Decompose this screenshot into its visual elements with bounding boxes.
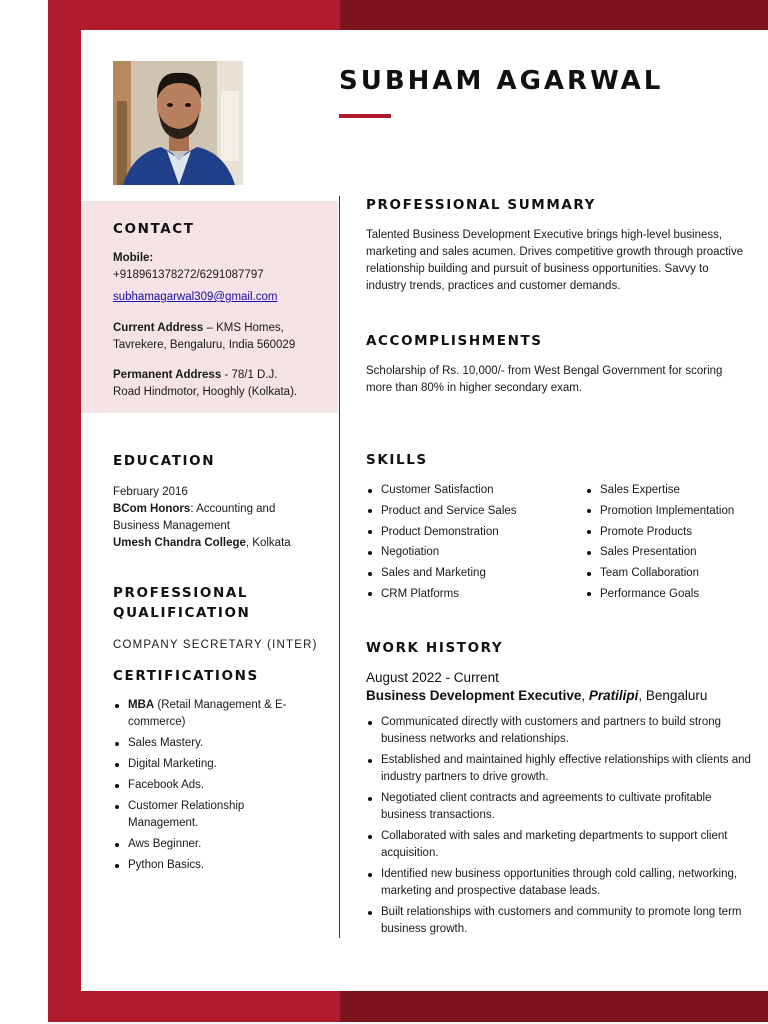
qualification-heading-line1: PROFESSIONAL (113, 585, 249, 601)
profile-photo (113, 61, 243, 185)
name-underline (339, 114, 391, 118)
list-item: Collaborated with sales and marketing departments to support client acquisition. (366, 828, 752, 862)
qualification-heading-line2: QUALIFICATION (113, 605, 251, 621)
list-item: MBA (Retail Management & E-commerce) (113, 697, 313, 731)
skills-list-left (366, 482, 576, 607)
list-item: Performance Goals (585, 586, 765, 603)
summary-heading: PROFESSIONAL SUMMARY (366, 197, 597, 213)
candidate-name: SUBHAM AGARWAL (339, 66, 664, 96)
list-item: Identified new business opportunities through cold calling, networking, marketing and prospective database leads. (366, 866, 752, 900)
list-item: Negotiated client contracts and agreements to cultivate profitable business transactions. (366, 790, 752, 824)
list-item: Team Collaboration (585, 565, 765, 582)
skills-list-right (585, 482, 765, 607)
job-title: Business Development Executive, Pratilipi, Bengaluru (366, 688, 708, 703)
list-item: Established and maintained highly effective relationships with clients and industry partners to drive growth. (366, 752, 752, 786)
list-item: Customer Relationship Management. (113, 798, 313, 832)
list-item: Customer Satisfaction (366, 482, 576, 499)
list-item: Digital Marketing. (113, 756, 313, 773)
permanent-address (113, 367, 303, 401)
skills-heading: SKILLS (366, 452, 428, 468)
accomplishments-heading: ACCOMPLISHMENTS (366, 333, 543, 349)
current-address (113, 320, 323, 354)
education-college: Umesh Chandra College, Kolkata (113, 537, 291, 549)
education-heading: EDUCATION (113, 453, 216, 469)
certifications-heading: CERTIFICATIONS (113, 668, 259, 684)
current-address-label: Current Address (113, 322, 204, 334)
list-item: Promotion Implementation (585, 503, 765, 520)
permanent-address-value: - 78/1 D.J. Road Hindmotor, Hooghly (Kolkata). (113, 369, 298, 398)
list-item: Sales and Marketing (366, 565, 576, 582)
list-item: Sales Presentation (585, 544, 765, 561)
summary-text: Talented Business Development Executive brings high-level business, marketing and sales acumen. Drives competitive growth through proactive relationship building and pursuit of business opportunities. Savvy to industry trends, practices and customer demands. (366, 229, 744, 292)
job-date: August 2022 - Current (366, 670, 499, 685)
current-address-value: – KMS Homes, Tavrekere, Bengaluru, India 560029 (113, 322, 296, 351)
list-item: Negotiation (366, 544, 576, 561)
work-heading: WORK HISTORY (366, 640, 504, 656)
list-item: Sales Mastery. (113, 735, 313, 752)
certifications-list (113, 697, 313, 874)
list-item: CRM Platforms (366, 586, 576, 603)
permanent-address-label: Permanent Address (113, 369, 222, 381)
list-item: Promote Products (585, 524, 765, 541)
contact-heading: CONTACT (113, 221, 195, 237)
accomplishments-text: Scholarship of Rs. 10,000/- from West Bengal Government for scoring more than 80% in higher secondary exam. (366, 365, 723, 394)
list-item: Communicated directly with customers and partners to build strong business networks and relationships. (366, 714, 752, 748)
list-item: Product and Service Sales (366, 503, 576, 520)
work-bullets (366, 714, 752, 942)
list-item: Sales Expertise (585, 482, 765, 499)
mobile-label: Mobile: (113, 252, 154, 264)
column-divider (339, 196, 340, 938)
education-degree: BCom Honors: Accounting and Business Management (113, 503, 276, 532)
email-link[interactable]: subhamagarwal309@gmail.com (113, 291, 278, 303)
mobile-value: +918961378272/6291087797 (113, 269, 264, 281)
list-item: Built relationships with customers and community to promote long term business growth. (366, 904, 752, 938)
list-item: Python Basics. (113, 857, 313, 874)
list-item: Aws Beginner. (113, 836, 313, 853)
top-accent-band (340, 0, 768, 30)
qualification-value: COMPANY SECRETARY (INTER) (113, 639, 318, 651)
bottom-accent-band (340, 991, 768, 1022)
list-item: Product Demonstration (366, 524, 576, 541)
education-date: February 2016 (113, 486, 188, 498)
list-item: Facebook Ads. (113, 777, 313, 794)
